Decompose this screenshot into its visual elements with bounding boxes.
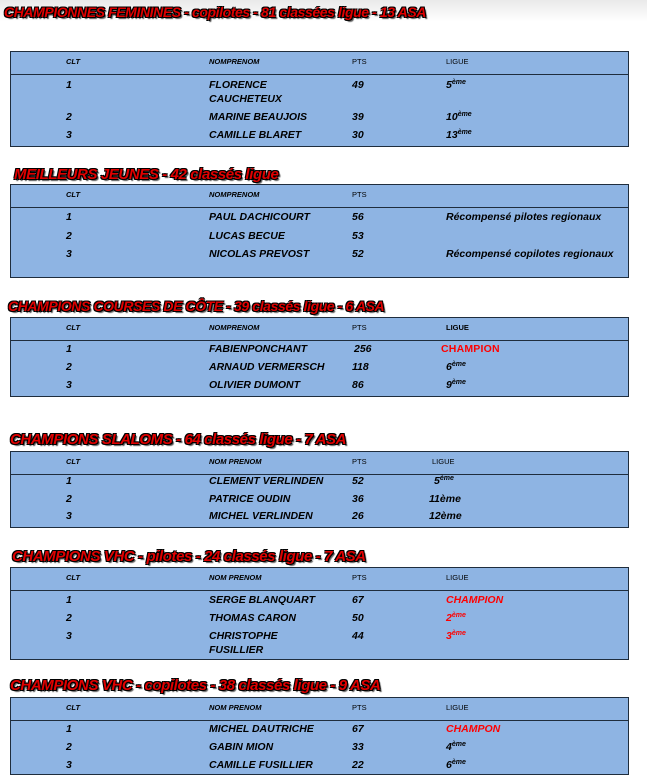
league-rank: 11ème [429, 493, 461, 505]
league-rank-suffix: ème [457, 129, 472, 136]
league-rank [446, 379, 466, 391]
header-name: NOMPRENOM [209, 323, 260, 332]
competitor-name: FABIENPONCHANT [209, 343, 308, 355]
champion-badge: CHAMPION [441, 343, 500, 355]
section-title: CHAMPIONS VHC - pilotes - 24 classés ligue - 7 ASA [12, 548, 366, 565]
ranking-table [10, 317, 629, 397]
rank: 1 [66, 723, 72, 735]
rank: 2 [66, 230, 72, 242]
champion-badge: CHAMPON [446, 723, 501, 735]
rank: 2 [66, 361, 72, 373]
points: 36 [352, 493, 364, 505]
league-rank-value: 6 [446, 361, 452, 373]
league-rank-value: 6 [446, 759, 452, 771]
header-ligue: LIGUE [432, 457, 455, 466]
competitor-name: SERGE BLANQUART [209, 594, 315, 606]
league-rank [446, 759, 466, 771]
header-pts: PTS [352, 323, 367, 332]
header-ligue: LIGUE [446, 323, 469, 332]
league-rank-suffix: ème [451, 759, 466, 766]
points: 67 [352, 723, 364, 735]
points: 26 [352, 510, 364, 522]
header-pts: PTS [352, 57, 367, 66]
league-rank [446, 129, 472, 141]
header-name: NOM PRENOM [209, 573, 262, 582]
rank: 1 [66, 475, 72, 487]
table-header [11, 698, 628, 721]
points: 33 [352, 741, 364, 753]
points: 53 [352, 230, 364, 242]
header-name: NOMPRENOM [209, 57, 260, 66]
section-title: MEILLEURS JEUNES - 42 classés ligue [14, 166, 279, 183]
competitor-name: PATRICE OUDIN [209, 493, 291, 505]
competitor-name: NICOLAS PREVOST [209, 248, 310, 260]
points: 67 [352, 594, 364, 606]
competitor-name: FLORENCE [209, 79, 267, 91]
league-rank [446, 111, 472, 123]
header-clt: CLT [66, 57, 81, 66]
ranking-table [10, 567, 629, 660]
header-ligue: LIGUE [446, 703, 469, 712]
header-pts: PTS [352, 573, 367, 582]
league-rank-suffix: ème [451, 630, 466, 637]
header-pts: PTS [352, 457, 367, 466]
header-clt: CLT [66, 457, 81, 466]
section-title: CHAMPIONS SLALOMS - 64 classés ligue - 7 ASA [10, 431, 347, 448]
rank: 3 [66, 510, 72, 522]
table-header [11, 568, 628, 591]
points: 30 [352, 129, 364, 141]
competitor-name-line2: FUSILLIER [209, 644, 264, 656]
rank: 3 [66, 129, 72, 141]
header-clt: CLT [66, 323, 81, 332]
competitor-name: THOMAS CARON [209, 612, 296, 624]
league-rank-value: 9 [446, 379, 452, 391]
league-rank-suffix: ème [451, 79, 466, 86]
table-header [11, 52, 628, 75]
rank: 3 [66, 379, 72, 391]
league-rank [446, 612, 466, 624]
league-rank-suffix: ème [451, 612, 466, 619]
league-rank-value: 2 [446, 612, 452, 624]
competitor-name: CLEMENT VERLINDEN [209, 475, 324, 487]
competitor-name: PAUL DACHICOURT [209, 211, 310, 223]
rank: 3 [66, 248, 72, 260]
league-rank-suffix: ème [457, 111, 472, 118]
ranking-table [10, 51, 629, 147]
header-pts: PTS [352, 703, 367, 712]
table-header [11, 318, 628, 341]
section-title: CHAMPIONS COURSES DE CÔTE - 39 classés ligue - 6 ASA [8, 298, 385, 314]
points: 39 [352, 111, 364, 123]
league-rank-value: 5 [446, 79, 452, 91]
league-rank-value: 3 [446, 630, 452, 642]
competitor-name-line2: CAUCHETEUX [209, 93, 282, 105]
points: 86 [352, 379, 364, 391]
table-header [11, 185, 628, 208]
league-rank-suffix: ème [451, 361, 466, 368]
header-clt: CLT [66, 190, 81, 199]
rank: 3 [66, 759, 72, 771]
competitor-name: CAMILLE BLARET [209, 129, 302, 141]
competitor-name: OLIVIER DUMONT [209, 379, 300, 391]
ranking-table [10, 697, 629, 775]
league-rank-suffix: ème [451, 741, 466, 748]
points: 118 [352, 361, 369, 373]
rank: 2 [66, 612, 72, 624]
points: 50 [352, 612, 364, 624]
points: 44 [352, 630, 364, 642]
header-name: NOM PRENOM [209, 457, 262, 466]
competitor-name: CAMILLE FUSILLIER [209, 759, 313, 771]
rank: 2 [66, 741, 72, 753]
rank: 2 [66, 111, 72, 123]
award-note: Récompensé copilotes regionaux [446, 248, 614, 260]
league-rank [434, 475, 454, 487]
rank: 1 [66, 211, 72, 223]
rank: 1 [66, 343, 72, 355]
competitor-name: LUCAS BECUE [209, 230, 285, 242]
points: 56 [352, 211, 364, 223]
header-name: NOM PRENOM [209, 703, 262, 712]
rank: 3 [66, 630, 72, 642]
section-title: CHAMPIONS VHC - copilotes - 38 classés ligue - 9 ASA [10, 677, 381, 694]
competitor-name: MICHEL VERLINDEN [209, 510, 313, 522]
league-rank-value: 10 [446, 111, 458, 123]
league-rank-value: 5 [434, 475, 440, 487]
points: 52 [352, 475, 364, 487]
points: 256 [354, 343, 372, 355]
header-clt: CLT [66, 703, 81, 712]
competitor-name: MARINE BEAUJOIS [209, 111, 308, 123]
points: 52 [352, 248, 364, 260]
header-ligue: LIGUE [446, 57, 469, 66]
header-clt: CLT [66, 573, 81, 582]
league-rank-value: 4 [446, 741, 452, 753]
award-note: Récompensé pilotes regionaux [446, 211, 602, 223]
table-header [11, 452, 628, 475]
competitor-name: MICHEL DAUTRICHE [209, 723, 314, 735]
league-rank [446, 630, 466, 642]
league-rank [446, 79, 466, 91]
ranking-table [10, 451, 629, 528]
header-ligue: LIGUE [446, 573, 469, 582]
points: 22 [352, 759, 364, 771]
league-rank [446, 741, 466, 753]
points: 49 [352, 79, 364, 91]
ranking-table [10, 184, 629, 278]
league-rank-value: 13 [446, 129, 458, 141]
league-rank [446, 361, 466, 373]
header-pts: PTS [352, 190, 367, 199]
competitor-name: CHRISTOPHE [209, 630, 278, 642]
header-name: NOMPRENOM [209, 190, 260, 199]
competitor-name: GABIN MION [209, 741, 274, 753]
champion-badge: CHAMPION [446, 594, 504, 606]
rank: 2 [66, 493, 72, 505]
section-title: CHAMPIONNES FEMININES - copilotes - 81 classées ligue - 13 ASA [4, 4, 427, 20]
league-rank: 12ème [429, 510, 462, 522]
league-rank-suffix: ème [439, 475, 454, 482]
competitor-name: ARNAUD VERMERSCH [209, 361, 325, 373]
rank: 1 [66, 594, 72, 606]
league-rank-suffix: ème [451, 379, 466, 386]
rank: 1 [66, 79, 72, 91]
